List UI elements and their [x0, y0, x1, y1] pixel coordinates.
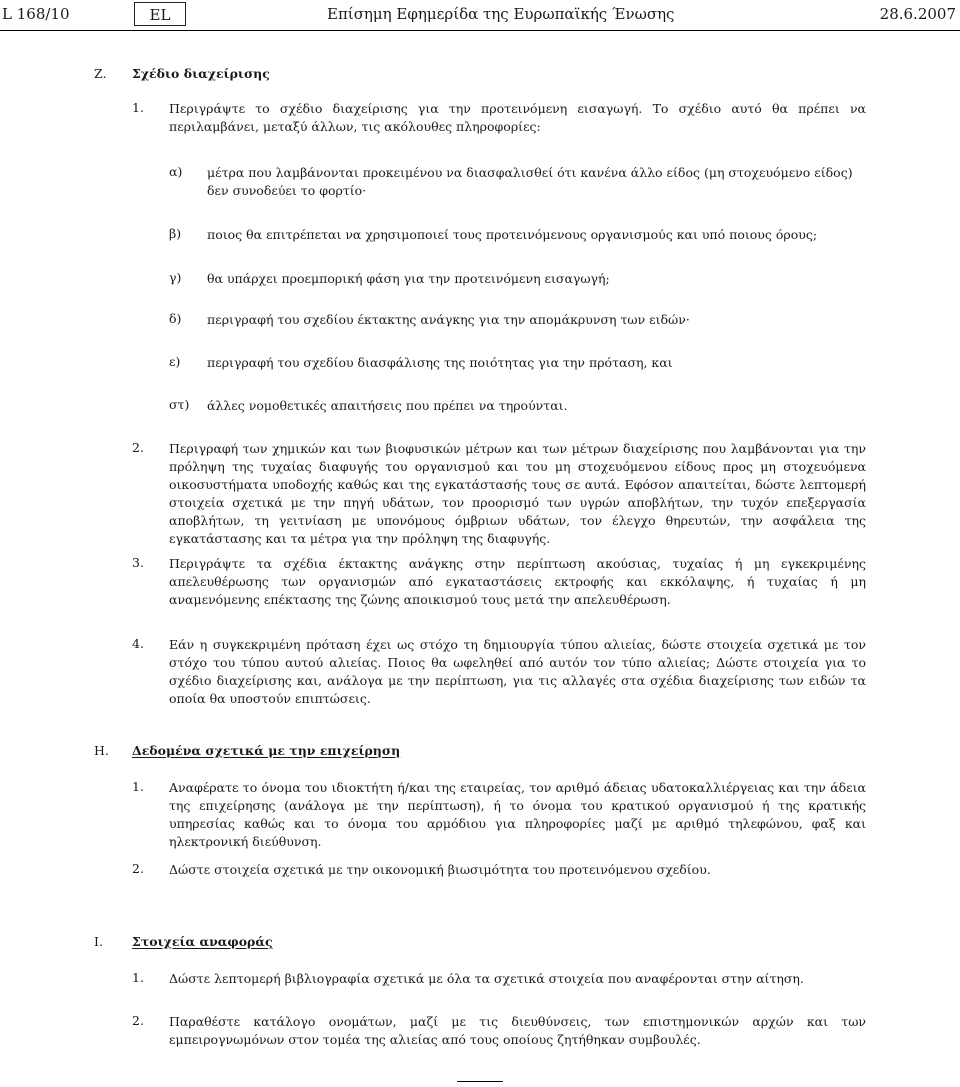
item-text: Περιγράψτε το σχέδιο διαχείρισης για την προτεινόμενη εισαγωγή. Το σχέδιο αυτό θα πρέπει να περιλαμβάνει, μεταξύ άλλων, τις ακόλουθες πληροφορίες: — [169, 101, 866, 134]
subitem-label: β) — [169, 226, 182, 241]
journal-title: Επίσημη Εφημερίδα της Ευρωπαϊκής Ένωσης — [327, 5, 675, 23]
subitem-text: περιγραφή του σχεδίου έκτακτης ανάγκης για την απομάκρυνση των ειδών· — [207, 312, 690, 327]
item-text: Δώστε στοιχεία σχετικά με την οικονομική βιωσιμότητα του προτεινόμενου σχεδίου. — [169, 862, 711, 877]
item-number: 2. — [132, 861, 144, 876]
subitem-text: περιγραφή του σχεδίου διασφάλισης της ποιότητας για την πρόταση, και — [207, 355, 673, 370]
item-text: Περιγραφή των χημικών και των βιοφυσικών μέτρων και των μέτρων διαχείρισης που λαμβάνονται για την πρόληψη της τυχαίας διαφυγής του οργανισμού και του μη στοχευόμενου είδους προς μη στοχευόμενα οικοσυστήματα υποδοχής καθώς και της εγκατάστασής τους σε αυτά. Εφόσον απαιτείται, δώστε λεπτομερή στοιχεία σχετικά με την πηγή υδάτων, τον προορισμό των υγρών αποβλήτων, την τυχόν επεξεργασία αποβλήτων, τη γειτνίαση με υπονόμους όμβριων υδάτων, τον έλεγχο θηρευτών, την ασφάλεια της εγκατάστασης και τα μέτρα για την πρόληψη της διαφυγής. — [169, 441, 866, 546]
publication-date: 28.6.2007 — [879, 5, 956, 23]
item-text: Περιγράψτε τα σχέδια έκτακτης ανάγκης στην περίπτωση ακούσιας, τυχαίας ή μη εγκεκριμένης απελευθέρωσης των οργανισμών από εγκαταστάσεις εκτροφής και εκκόλαψης, ή τυχαίας ή μη αναμενόμενης επέκτασης της ζώνης αποικισμού τους μετά την απελευθέρωση. — [169, 556, 866, 607]
item-text: Εάν η συγκεκριμένη πρόταση έχει ως στόχο τη δημιουργία τύπου αλιείας, δώστε στοιχεία σχετικά με τον στόχο του τύπου αυτού αλιείας. Ποιος θα ωφεληθεί από αυτόν τον τύπο αλιείας; Δώστε στοιχεία για το σχέδιο διαχείρισης και, ανάλογα με την περίπτωση, για τις αλλαγές στα σχέδια διαχείρισης των ειδών τα οποία θα υποστούν επιπτώσεις. — [169, 637, 866, 706]
section-title: Δεδομένα σχετικά με την επιχείρηση — [132, 743, 401, 758]
subitem-text: άλλες νομοθετικές απαιτήσεις που πρέπει να τηρούνται. — [207, 398, 568, 413]
subitem-label: α) — [169, 164, 183, 179]
item-number: 2. — [132, 1013, 144, 1028]
section-title: Σχέδιο διαχείρισης — [132, 66, 270, 81]
item-text: Αναφέρατε το όνομα του ιδιοκτήτη ή/και της εταιρείας, τον αριθμό άδειας υδατοκαλλιέργειας και την άδεια της επιχείρησης (ανάλογα με την περίπτωση), ή το όνομα του κρατικού οργανισμού ή της κρατικής υπηρεσίας καθώς και το όνομα του αρμόδιου για πληροφορίες μαζί με αριθμό τηλεφώνου, φαξ και ηλεκτρονική διεύθυνση. — [169, 780, 866, 849]
subitem-text: μέτρα που λαμβάνονται προκειμένου να διασφαλισθεί ότι κανένα άλλο είδος (μη στοχευόμενο είδος) δεν συνοδεύει το φορτίο· — [207, 165, 853, 198]
subitem-label: ε) — [169, 354, 181, 369]
section-letter: Η. — [94, 743, 109, 758]
section-letter: Ι. — [94, 934, 103, 949]
item-number: 1. — [132, 779, 144, 794]
item-text: Δώστε λεπτομερή βιβλιογραφία σχετικά με όλα τα σχετικά στοιχεία που αναφέρονται στην αίτηση. — [169, 971, 804, 986]
item-number: 1. — [132, 970, 144, 985]
subitem-text: θα υπάρχει προεμπορική φάση για την προτεινόμενη εισαγωγή; — [207, 271, 610, 286]
item-number: 4. — [132, 636, 144, 651]
item-text: Παραθέστε κατάλογο ονομάτων, μαζί με τις διευθύνσεις, των επιστημονικών αρχών και των εμπειρογνωμόνων στον τομέα της αλιείας από τους οποίους ζητήθηκαν συμβουλές. — [169, 1014, 866, 1047]
item-number: 2. — [132, 440, 144, 455]
section-letter: Ζ. — [94, 66, 107, 81]
footer-rule — [457, 1081, 503, 1082]
section-title: Στοιχεία αναφοράς — [132, 934, 273, 949]
header-rule — [0, 30, 960, 31]
page-header — [0, 0, 960, 32]
subitem-text: ποιος θα επιτρέπεται να χρησιμοποιεί τους προτεινόμενους οργανισμούς και υπό ποιους όρους; — [207, 227, 818, 242]
subitem-label: στ) — [169, 397, 190, 412]
item-number: 1. — [132, 100, 144, 115]
subitem-label: γ) — [169, 270, 182, 285]
item-number: 3. — [132, 555, 144, 570]
page-number: L 168/10 — [2, 5, 70, 23]
subitem-label: δ) — [169, 311, 182, 326]
language-badge: EL — [134, 2, 186, 26]
